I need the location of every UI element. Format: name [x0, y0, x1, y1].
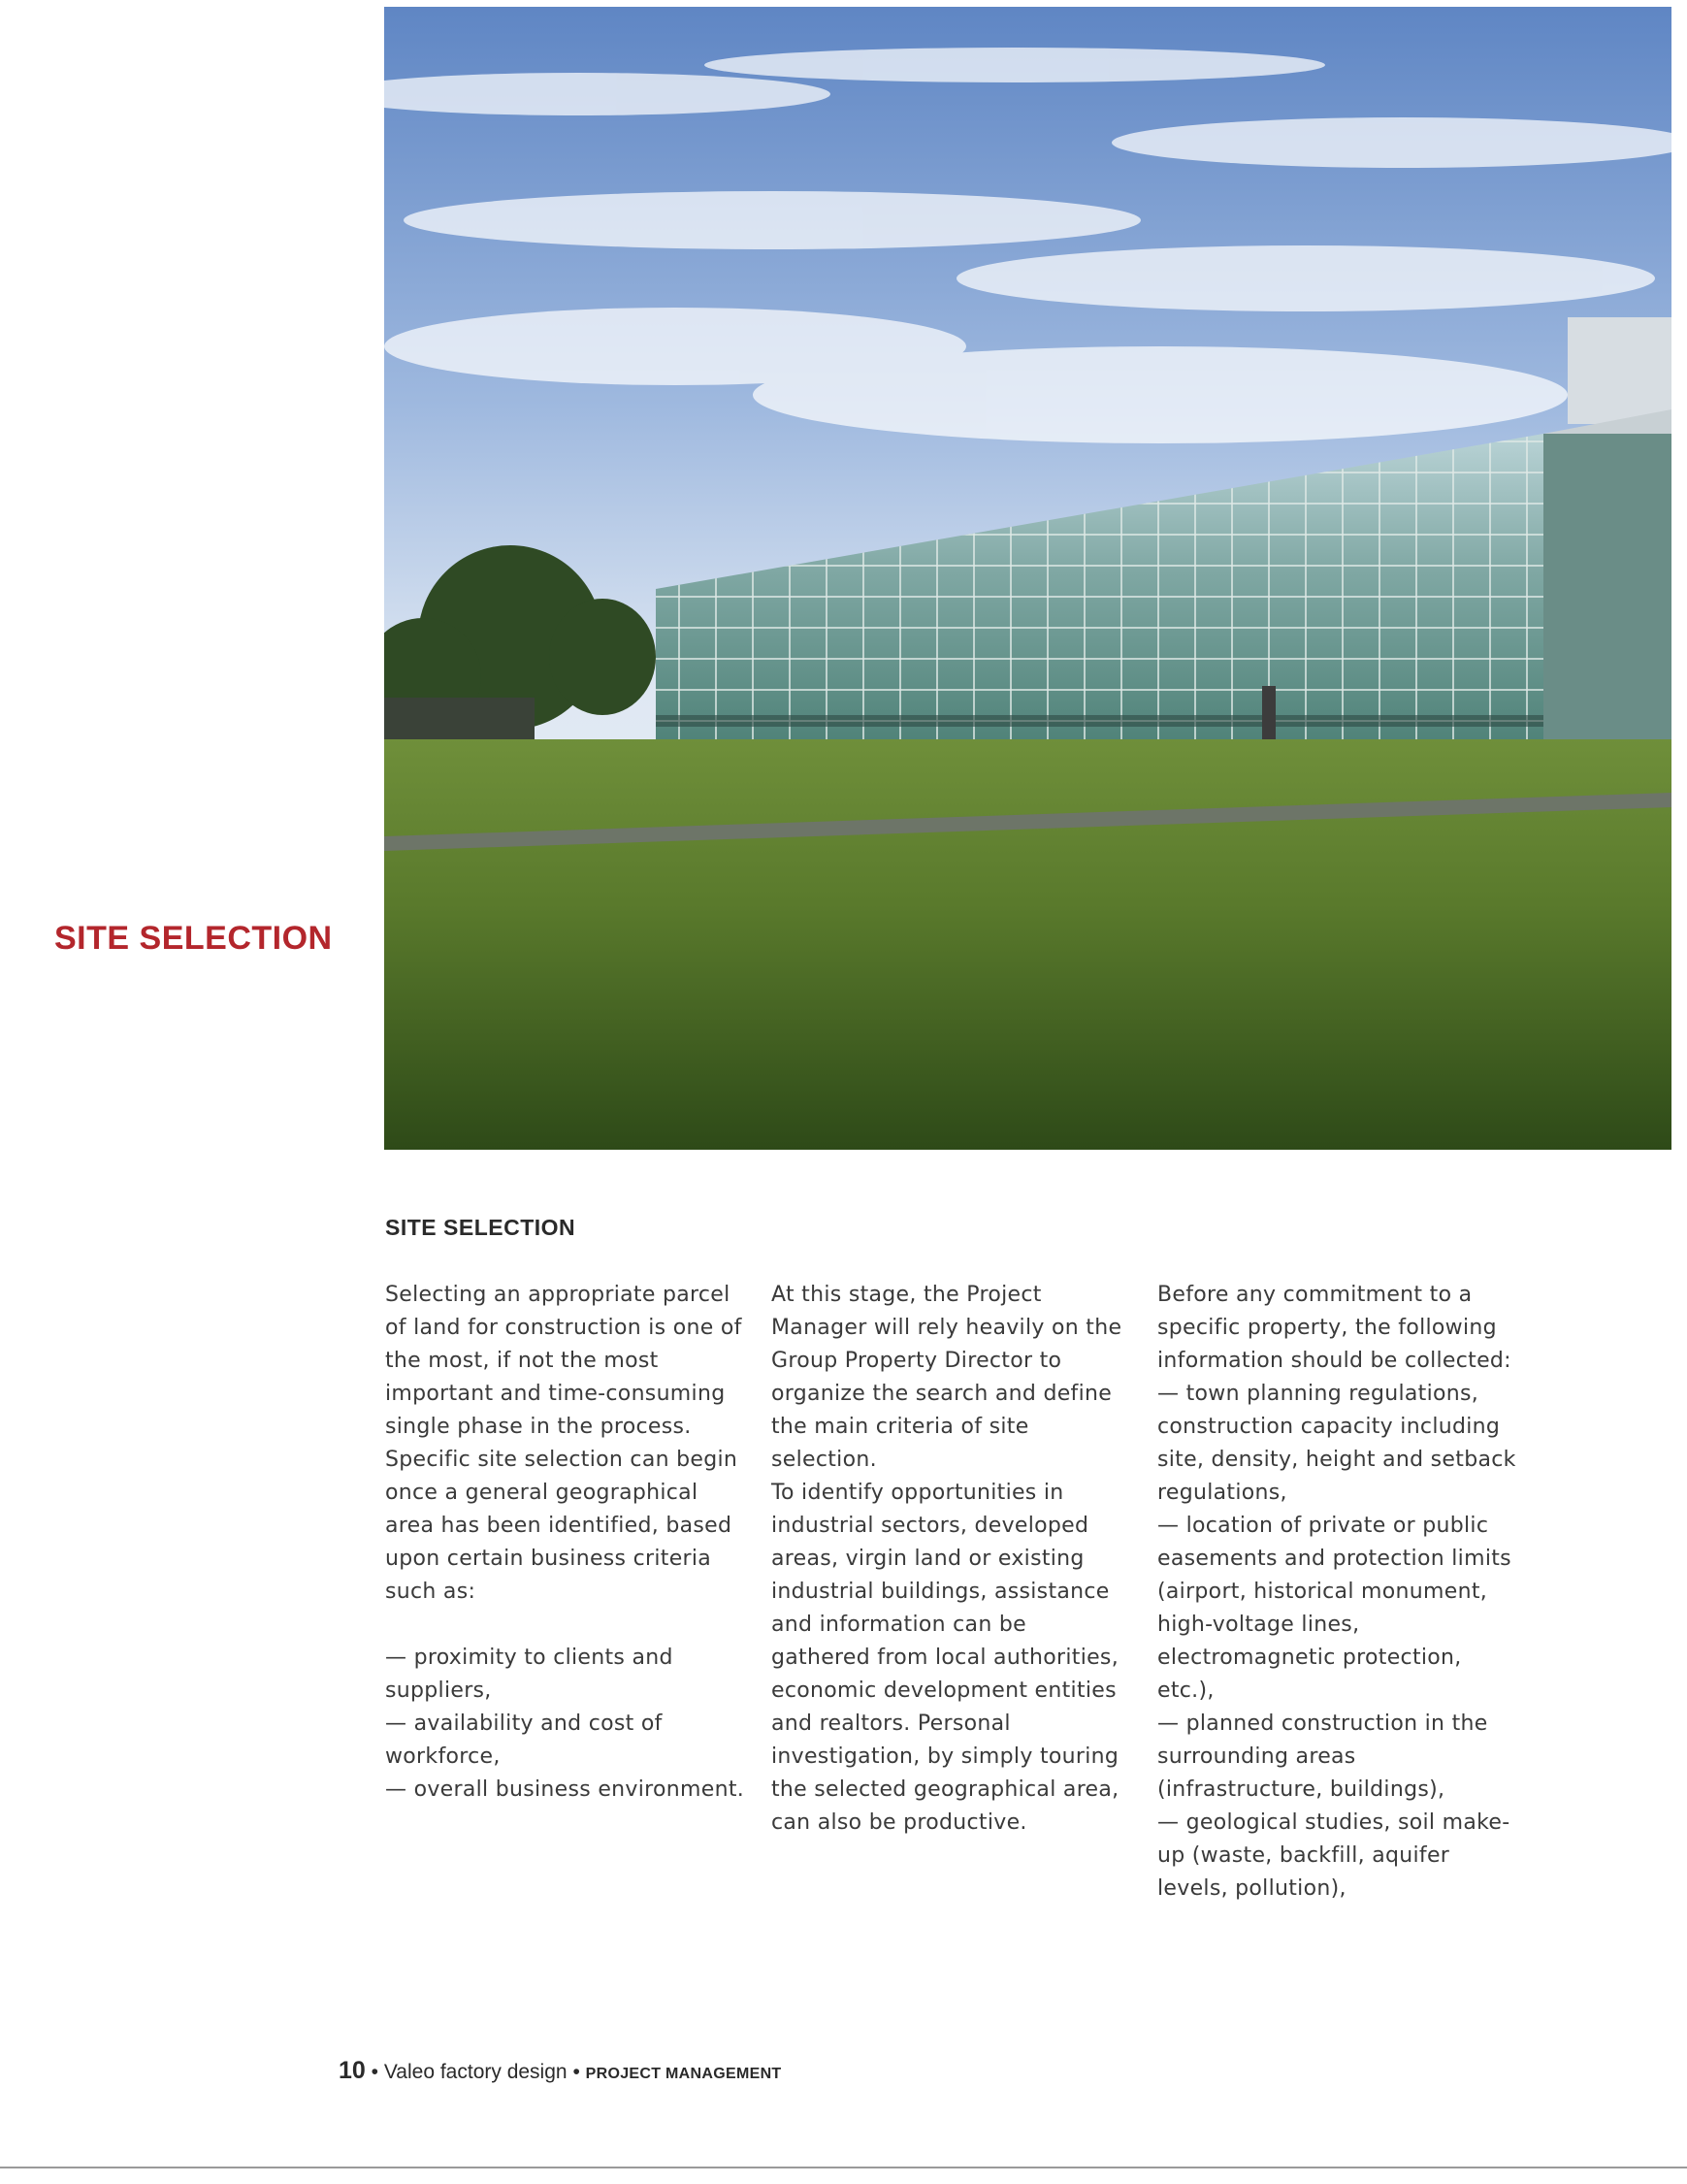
bullet-item: — geological studies, soil make-up (waste, backfill, aquifer levels, pollution),: [1157, 1810, 1510, 1901]
footer-bullet: •: [572, 2061, 580, 2083]
page-footer: [339, 2057, 782, 2085]
bullet-item: — town planning regulations, construction capacity including site, density, height and setback regulations,: [1157, 1382, 1516, 1505]
text-column-3: [1157, 1279, 1521, 1906]
publication-name: Valeo factory design: [383, 2061, 568, 2083]
bullet-item: — location of private or public easements and protection limits (airport, historical monument, high-voltage lines, electromagnetic protection, etc.),: [1157, 1514, 1511, 1703]
bullet-item: — overall business environment.: [385, 1777, 745, 1802]
section-title: SITE SELECTION: [385, 1215, 576, 1240]
bullet-item: — proximity to clients and suppliers,: [385, 1646, 673, 1703]
paragraph: To identify opportunities in industrial sectors, developed areas, virgin land or existing industrial buildings, assistance and information can be gathered from local authorities, economic development entities and realtors. Personal investigation, by simply touring the selected geographical area, can also be productive.: [771, 1481, 1119, 1835]
bullet-item: — planned construction in the surrounding areas (infrastructure, buildings),: [1157, 1711, 1488, 1802]
paragraph: Selecting an appropriate parcel of land for construction is one of the most, if not the most important and time-consuming single phase in the process. Specific site selection can begin once a general geographical area has been identified, based upon certain business criteria such as:: [385, 1283, 742, 1604]
text-column-2: [771, 1279, 1132, 1840]
paragraph-gap: [385, 1609, 746, 1642]
bottom-rule: [0, 2167, 1687, 2168]
footer-bullet: •: [371, 2061, 379, 2083]
building-photo-illustration: [384, 7, 1671, 1150]
text-column-1: [385, 1279, 746, 1807]
paragraph: Before any commitment to a specific property, the following information should be collected:: [1157, 1283, 1511, 1373]
side-heading: SITE SELECTION: [54, 920, 333, 957]
building-photo: [384, 7, 1671, 1150]
bullet-item: — availability and cost of workforce,: [385, 1711, 663, 1769]
paragraph: At this stage, the Project Manager will rely heavily on the Group Property Director to organize the search and define the main criteria of site selection.: [771, 1283, 1122, 1472]
section-name: PROJECT MANAGEMENT: [585, 2066, 782, 2082]
page-number: 10: [339, 2057, 366, 2084]
